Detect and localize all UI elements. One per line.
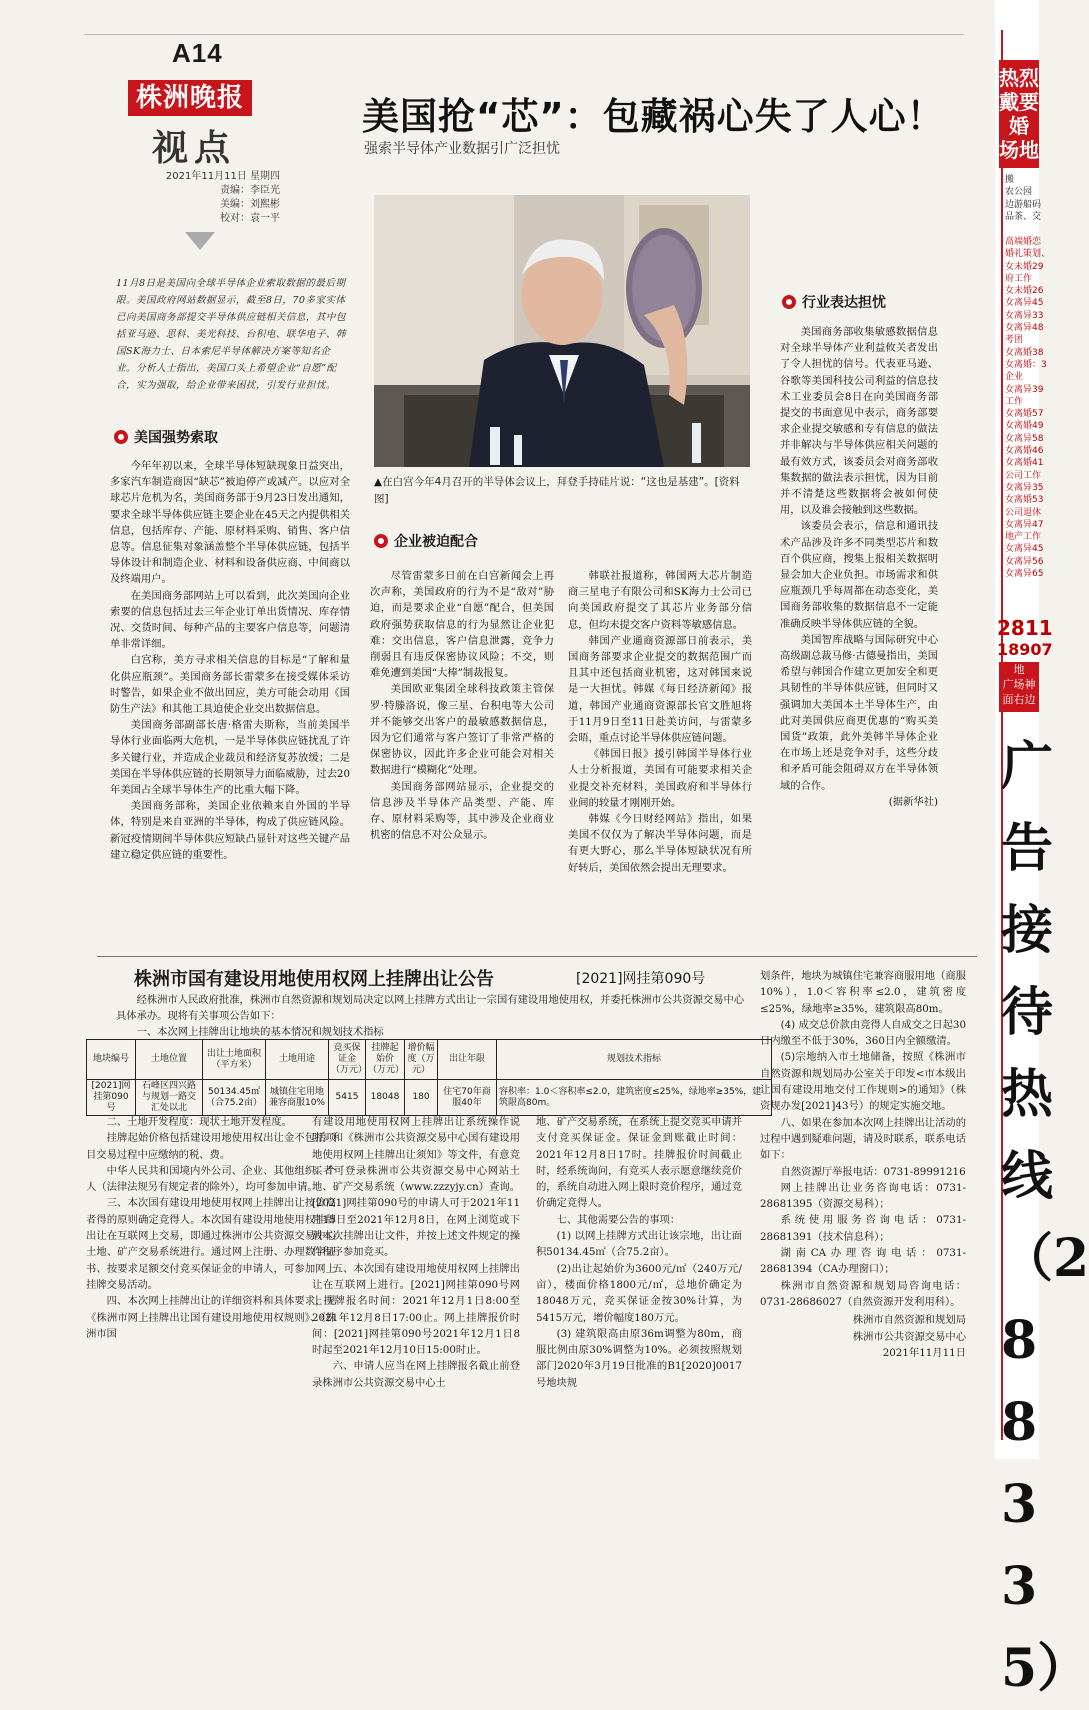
table-header: 挂牌起始价（万元）: [366, 1040, 405, 1080]
article-paragraph: 在美国商务部网站上可以看到，此次美国向企业索要的信息包括过去三年企业订单出货情况、库存情况、交货时间、每种产品的主要客户信息等，问题清单非常详细。: [110, 589, 350, 651]
notice-phone: 系统使用服务咨询电话：0731-28681391（技术信息科）；: [760, 1214, 966, 1243]
article-column-2: [370, 568, 554, 843]
page-number: A14: [172, 38, 223, 68]
table-header: 地块编号: [87, 1040, 136, 1080]
ad-line: 高端婚恋: [1005, 237, 1042, 247]
table-cell: 5415: [329, 1080, 366, 1116]
ad-header-line: 场地: [999, 138, 1039, 162]
section-heading-text: 企业被迫配合: [394, 534, 478, 550]
section-title: 视点: [152, 128, 237, 169]
notice-number: [2021]网挂第090号: [576, 971, 706, 987]
ad-line: 农公园: [1005, 187, 1033, 198]
notice-paragraph: 有建设用地使用权网上挂牌出让系统操作说明》和《株洲市公共资源交易中心国有建设用地使用权网上挂牌出让须知》等文件，有意竞买者可登录株洲市公共资源交易中心网站土地、矿产交易系统（www.zzzyjy.cn）查询。[2021]网挂第090号的申请人可于2021年11月15日至2021年12月8日，在网上浏览或下载本次挂牌出让文件，并按上述文件规定的操作程序参加竞买。: [312, 1116, 520, 1259]
notice-paragraph: 五、本次国有建设用地使用权网上挂牌出让在互联网上进行。[2021]网挂第090号网上挂牌报名时间：2021年12月1日8:00至2021年12月8日17:00止。网上挂牌报价时间：[2021]网挂第090号2021年12月1日8时起至2021年12月10日15:00时止。: [312, 1262, 520, 1357]
article-paragraph: 今年年初以来，全球半导体短缺现象日益突出，多家汽车制造商因“缺芯”被迫停产或减产。以应对全球芯片危机为名，美国商务部于9月23日发出通知，要求全球半导体供应链主要企业在45天之内提供相关信息，包括库存、产能、原材料采购、销售、客户信息等。信息征集对象涵盖整个半导体供应链，包括半导体设计和制造企业、材料和设备供应商、中间商以及终端用户。: [110, 460, 350, 586]
table-row: [87, 1080, 772, 1116]
section-heading-1: [114, 427, 218, 447]
notice-column-4: [760, 968, 966, 1361]
ad-line: 企业: [1005, 372, 1024, 383]
notice-paragraph: 六、申请人应当在网上挂牌报名截止前登录株洲市公共资源交易中心土: [312, 1360, 520, 1389]
article-paragraph: 韩联社报道称，韩国两大芯片制造商三星电子有限公司和SK海力士公司已向美国政府提交了其芯片业务部分信息，但均未提交客户资料等敏感信息。: [568, 570, 752, 631]
ad-line: 女未婚26: [1005, 286, 1044, 297]
proofreader: 校对：袁一平: [220, 213, 280, 224]
ad-line: 女离婚：3: [1005, 359, 1047, 370]
ad-line: 女离异39: [1005, 384, 1044, 395]
ad-phone-mobile: 18907: [997, 640, 1053, 659]
photo-caption: ▲在白宫今年4月召开的半导体会议上，拜登手持硅片说：“这也是基建”。[资料图]: [374, 476, 740, 505]
ad-line: 女离婚41: [1005, 458, 1044, 469]
ad-line: 女离婚46: [1005, 446, 1044, 457]
section-heading-text: 行业表达担忧: [802, 295, 886, 311]
notice-paragraph: 中华人民共和国境内外公司、企业、其他组织、个人（法律法规另有规定者的除外），均可参加申请。: [86, 1164, 336, 1194]
ad-line: 女离婚38: [1005, 347, 1044, 358]
bullet-circle-icon: [782, 295, 796, 309]
notice-phone: 自然资源厅举报电话：0731-89991216: [780, 1165, 966, 1178]
article-paragraph: 美国商务部称，美国企业依赖来自外国的半导体，特别是来自亚洲的半导体，构成了供应链风险。新冠疫情期间半导体供应短缺凸显针对这些关键产品建立稳定供应链的重要性。: [110, 800, 350, 861]
ad-header-line: 戴要: [999, 90, 1039, 114]
article-paragraph: 美国商务部收集敏感数据信息对全球半导体产业利益攸关者发出了令人担忧的信号。代表亚马逊、谷歌等美国科技公司利益的信息技术工业委员会8日在向美国商务部提交的书面意见中表示，商务部要求企业提交敏感和专有信息的做法并非解决与半导体供应相关问题的最有效方式，该委员会对商务部收集数据的做法表示担忧，因为目前并不清楚这些数据将会被如何使用，以及谁会接触到这些数据。: [780, 326, 938, 517]
signature-line: 株洲市自然资源和规划局: [852, 1314, 966, 1327]
ad-hotline: 广告接待热线（288335）: [1001, 736, 1089, 1699]
ad-line: 女离异58: [1005, 433, 1044, 444]
table-cell: 石峰区四兴路与规划一路交汇处以北: [136, 1080, 203, 1116]
ad-line: 搬: [1005, 175, 1015, 185]
ad-line: 考团: [1005, 335, 1024, 346]
land-plot-table: [86, 1039, 772, 1116]
notice-paragraph: 七、其他需要公告的事项：: [556, 1213, 681, 1226]
ad-line: 女离异48: [1005, 323, 1044, 334]
article-paragraph: 美国智库战略与国际研究中心高级副总裁马修·古德曼指出，美国希望与韩国合作建立更加安全和更具韧性的半导体供应链，但同时又强调加大美国本土半导体生产，由此对美国供应商更优惠的“购买美国货”政策，此外美韩半导体企业在市场上还是竞争对手，这些分歧和矛盾可能会阻碍双方在半导体领域的合作。: [780, 633, 938, 792]
notice-intro-text: 经株洲市人民政府批准，株洲市自然资源和规划局决定以网上挂牌方式出让一宗国有建设用地使用权，并委托株洲市公共资源交易中心具体承办。现将有关事项公告如下：: [116, 994, 745, 1022]
ad-line: 女未婚29: [1005, 261, 1044, 272]
ad-line: 边游船码: [1005, 199, 1042, 210]
paper-logo: 株洲晚报: [128, 80, 252, 116]
notice-paragraph: 三、本次国有建设用地使用权网上挂牌出让按价高者得的原则确定竞得人。本次国有建设用地使用权挂牌出让在互联网上交易，即通过株洲市公共资源交易中心土地、矿产交易系统进行。通过网上注册、办理数字证书、按要求足额交付竞买保证金的申请人，可参加网上挂牌交易活动。: [86, 1197, 336, 1291]
lead-paragraph: 11月8日是美国向全球半导体企业索取数据的最后期限。美国政府网站数据显示，截至8日，70多家实体已向美国商务部提交半导体供应链相关信息，其中包括亚马逊、思科、美光科技、台积电、联华电子、韩国SK海力士、日本索尼半导体解决方案等知名企业。分析人士指出，美国口头上希望企业“自愿”配合，实为强取，给企业带来困扰，引发行业担忧。: [116, 278, 346, 391]
section-heading-3: [782, 292, 886, 312]
article-paragraph: 美国欧亚集团全球科技政策主管保罗·特滕洛说，像三星、台积电等大公司并不能够交出客户的最敏感数据信息，因为它们通常与客户签订了非常严格的保密协议，因此许多企业可能会对相关数据进行“模糊化”处理。: [370, 683, 554, 777]
notice-phone: 株洲市自然资源和规划局咨询电话：0731-28686027（自然资源开发利用科）。: [760, 1279, 966, 1308]
ad-line: 工作: [1005, 396, 1024, 407]
ad-line: 女离婚53: [1005, 495, 1044, 506]
notice-signature: [760, 1312, 966, 1361]
ad-line: 女离婚57: [1005, 409, 1044, 420]
ad-line: 女离异35: [1005, 482, 1044, 493]
ad-line: 女离异47: [1005, 519, 1044, 530]
table-header: 土地位置: [136, 1040, 203, 1080]
table-cell: 城镇住宅用地兼容商服10%: [266, 1080, 329, 1116]
notice-column-1: [86, 1114, 336, 1342]
ad-list-top: [1005, 174, 1042, 223]
notice-paragraph: 八、如果在参加本次网上挂牌出让活动的过程中遇到疑难问题，请及时联系，联系电话如下：: [760, 1116, 966, 1162]
ad-band: [995, 0, 1089, 1699]
bullet-circle-icon: [374, 534, 388, 548]
ad-line: 女离异45: [1005, 298, 1044, 309]
article-column-3: [568, 568, 752, 876]
article-paragraph: 白宫称，美方寻求相关信息的目标是“了解和量化供应瓶颈”。美国商务部长雷蒙多在接受媒体采访时警告，如果企业不做出回应，美方可能会动用《国防生产法》和其他工具迫使企业交出数据信息。: [110, 654, 350, 716]
headline: 美国抢“芯”：包藏祸心失了人心！: [362, 95, 945, 138]
table-header: 竞买保证金（万元）: [329, 1040, 366, 1080]
article-source: (据新华社): [888, 795, 938, 808]
ad-line: 女离异56: [1005, 556, 1044, 567]
section-heading-2: [374, 531, 478, 551]
table-cell: [2021]网挂第090号: [87, 1080, 136, 1116]
table-cell: 180: [405, 1080, 438, 1116]
table-header-row: [87, 1040, 772, 1080]
article-paragraph: 《韩国日报》援引韩国半导体行业人士分析报道，美国有可能要求相关企业提交补充材料，美国政府和半导体行业间的较量才刚刚开始。: [568, 748, 752, 809]
table-header: 出让土地面积（平方米）: [203, 1040, 266, 1080]
editor: 责编：李臣光: [220, 185, 280, 196]
notice-paragraph: 四、本次网上挂牌出让的详细资料和具体要求，见《株洲市网上挂牌出让国有建设用地使用权规则》、《株洲市国: [86, 1295, 336, 1340]
article-column-4: [780, 324, 938, 810]
notice-paragraph: (3) 建筑限高由原36m调整为80m，商服比例由原30%调整为10%。必须按照规划部门2020年3月19日批准的B1[2020]0017号地块规: [536, 1327, 742, 1389]
ad-phone: 2811: [997, 616, 1053, 640]
subheadline: 强索半导体产业数据引广泛担忧: [364, 141, 560, 157]
edition-meta: [120, 170, 280, 226]
table-cell: 50134.45㎡（合75.2亩）: [203, 1080, 266, 1116]
ad-header: [999, 60, 1039, 168]
article-paragraph: 韩国产业通商资源部日前表示，美国商务部要求企业提交的数据范围广而且其中还包括商业机密，这对韩国来说是一大担忧。韩媒《每日经济新闻》报道，韩国产业通商资源部长官文胜旭将于11月9日至11日赴美访问，与雷蒙多会晤，重点讨论半导体供应链问题。: [568, 634, 752, 745]
notice-title: 株洲市国有建设用地使用权网上挂牌出让公告: [134, 969, 494, 990]
notice-paragraph: (1) 以网上挂牌方式出让该宗地，出让面积50134.45㎡（合75.2亩）。: [536, 1230, 742, 1259]
notice-paragraph: 划条件，地块为城镇住宅兼容商服用地（商服10%），1.0＜容积率≤2.0，建筑密度≤25%，绿地率≥35%，建筑限高80m。: [760, 970, 966, 1015]
ad-line: 公司工作: [1005, 470, 1042, 481]
ad-footer-line: 面右边: [1002, 693, 1036, 706]
ad-line: 品茶、交: [1005, 211, 1042, 222]
notice-paragraph: 地、矿产交易系统，在系统上提交竞买申请并支付竞买保证金。保证金到账截止时间：2021年12月8日17时。挂牌报价时间截止时，经系统询问，有竞买人表示愿意继续竞价的，系统自动进入网上限时竞价程序，通过竞价确定竞得人。: [536, 1116, 742, 1210]
table-cell: 18048: [366, 1080, 405, 1116]
ad-line: 女离异65: [1005, 569, 1044, 580]
table-header: 土地用途: [266, 1040, 329, 1080]
notice-intro: [116, 992, 748, 1040]
table-cell: 容积率：1.0＜容积率≤2.0，建筑密度≤25%，绿地率≥35%，建筑限高80m。: [497, 1080, 772, 1116]
ad-header-line: 婚: [1009, 114, 1029, 138]
notice-border: [97, 956, 977, 957]
article-paragraph: 尽管雷蒙多日前在白宫新闻会上再次声称，美国政府的行为不是“敌对”胁迫，而是要求企业“自愿”配合，但美国政府强势获取信息的行为显然让企业犯难：交出信息，客户信息泄露，竞争力削弱且有违反保密协议风险；不交，则难免遭到美国“大棒”制裁报复。: [370, 570, 554, 680]
notice-paragraph: 挂牌起始价格包括建设用地使用权出让金不包括项目交易过程中应缴纳的税、费。: [86, 1132, 336, 1161]
notice-table-heading: 一、本次网上挂牌出让地块的基本情况和规划技术指标: [136, 1026, 384, 1038]
photo-illustration: [374, 195, 750, 467]
article-column-1: [110, 458, 350, 863]
notice-phone: 网上挂牌出让业务咨询电话：0731-28681395（资源交易科）；: [760, 1181, 966, 1211]
table-header: 出让年限: [438, 1040, 497, 1080]
ad-line: 府工作: [1005, 273, 1033, 284]
signature-date: 2021年11月11日: [882, 1346, 966, 1359]
ad-line: 公司退休: [1005, 507, 1042, 518]
table-cell: 住宅70年商服40年: [438, 1080, 497, 1116]
edition-date: 2021年11月11日 星期四: [165, 171, 280, 182]
section-heading-text: 美国强势索取: [134, 430, 218, 446]
notice-column-2: [312, 1114, 520, 1391]
ad-line: 女离婚49: [1005, 421, 1044, 432]
ad-line: 女离异33: [1005, 310, 1044, 321]
ad-footer-line: 广场神: [1002, 678, 1036, 691]
top-rule: [84, 34, 964, 35]
ad-line: 地产工作: [1005, 532, 1042, 543]
divider-arrow: [185, 232, 215, 250]
signature-line: 株洲市公共资源交易中心: [852, 1330, 966, 1343]
article-paragraph: 美国商务部副部长唐·格雷夫斯称，当前美国半导体行业面临两大危机，一是半导体供应链扰乱了许多关键行业，并造成企业裁员和经济复苏放缓；二是美国在半导体供应链的长期领导力面临威胁，过去20年美国占全球半导体生产的比重大幅下降。: [110, 719, 350, 797]
ad-list: [1005, 236, 1051, 580]
notice-paragraph: (4) 成交总价款由竞得人自成交之日起30日内缴至不低于30%，360日内全额缴清。: [760, 1018, 967, 1048]
news-photo: [374, 195, 750, 467]
ad-footer-line: 地: [1013, 663, 1025, 676]
table-header: 增价幅度（万元）: [405, 1040, 438, 1080]
notice-paragraph: 二、土地开发程度：现状土地开发程度。: [106, 1116, 292, 1128]
ad-header-line: 热烈: [999, 66, 1039, 90]
ad-line: 女离异45: [1005, 544, 1044, 555]
article-paragraph: 美国商务部网站显示，企业提交的信息涉及半导体产品类型、产能、库存、原材料采购等，其中涉及企业商业机密的信息不对公众显示。: [370, 780, 554, 842]
ad-footer: [999, 662, 1039, 712]
notice-phone: 湖南CA办理咨询电话：0731-28681394（CA办理窗口）；: [760, 1247, 966, 1276]
article-paragraph: 韩媒《今日财经网站》指出，如果美国不仅仅为了解决半导体问题，而是有更大野心，那么半导体短缺状况有所好转后，美国依然会提出无理要求。: [568, 813, 752, 874]
bullet-circle-icon: [114, 430, 128, 444]
table-header: 规划技术指标: [497, 1040, 772, 1080]
art-editor: 美编：刘熙彬: [220, 199, 280, 210]
article-paragraph: 该委员会表示，信息和通讯技术产品涉及许多不同类型芯片和数百个供应商，搜集上报相关数据明显会加大企业负担。市场需求和供应瓶颈几乎每周都在动态变化，美国商务部收集的数据信息不一定能准确反映半导体供应链的全貌。: [780, 520, 938, 630]
ad-line: 婚礼策划、: [1005, 249, 1051, 260]
notice-column-3: [536, 1114, 742, 1391]
notice-paragraph: (2)出让起始价为3600元/㎡（240万元/亩），楼面价格1800元/㎡，总地价确定为18048万元，竞买保证金按30%计算，为5415万元，增价幅度180万元。: [536, 1262, 742, 1324]
notice-paragraph: (5)宗地纳入市土地储备，按照《株洲市自然资源和规划局办公室关于印发<市本级出让国有建设用地交付工作规则>的通知》（株资规办发[2021]43号）的规定实施交地。: [760, 1051, 966, 1113]
